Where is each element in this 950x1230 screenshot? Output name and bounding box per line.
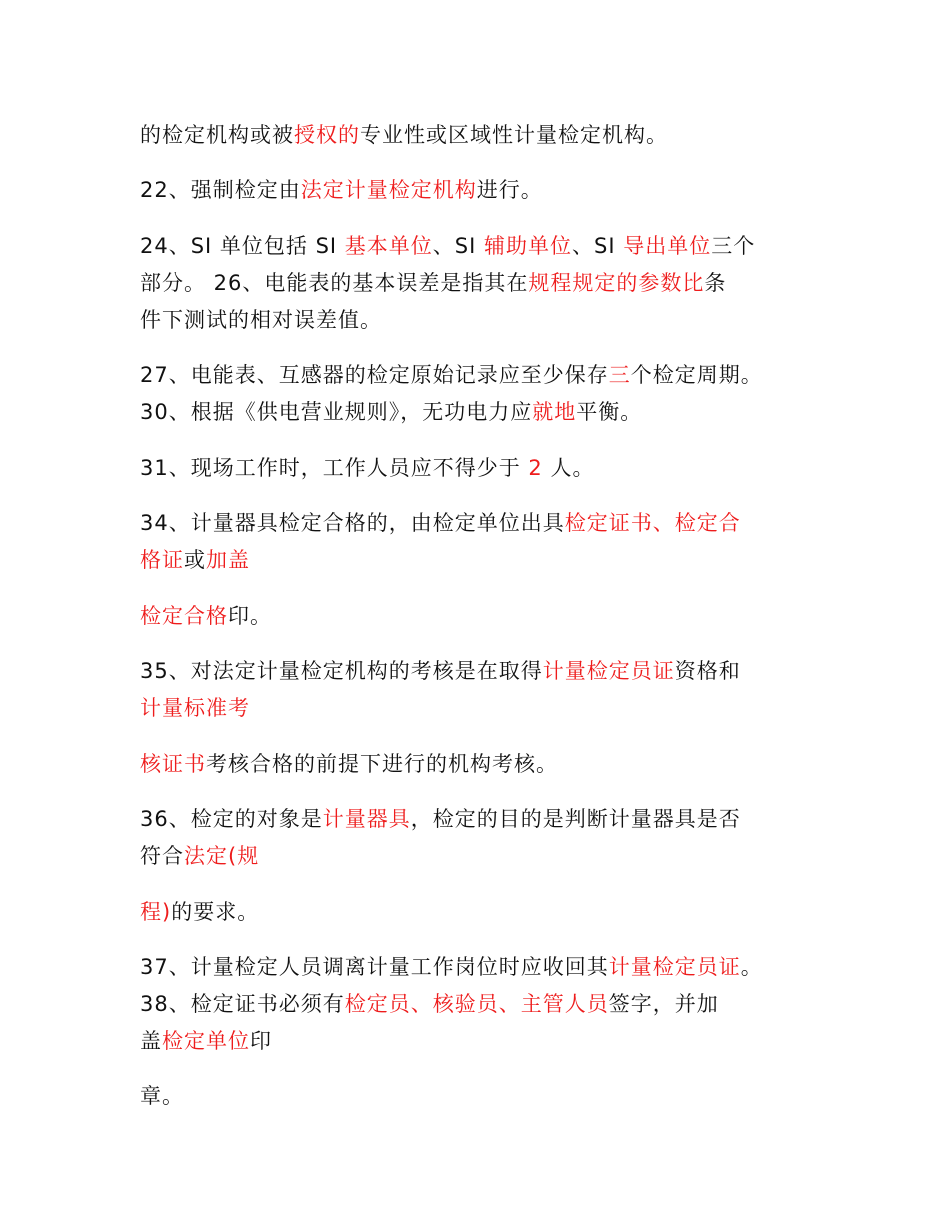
text-run: ，检定的目的是判断计量器具是否 (410, 807, 741, 831)
text-run: 。 (740, 955, 763, 979)
highlight-text: 计量检定员证 (542, 659, 675, 683)
text-line-18 (140, 954, 763, 980)
text-line-08 (140, 455, 594, 481)
highlight-text: 规程规定的参数比 (528, 271, 705, 295)
text-line-13 (140, 695, 250, 721)
text-run: 31、现场工作时，工作人员应不得少于 (140, 456, 529, 480)
text-run: 章。 (140, 1084, 184, 1108)
text-line-06 (140, 362, 763, 388)
text-run: 部分。 26、电能表的基本误差是指其在 (140, 271, 529, 295)
text-run: 三个 (711, 234, 756, 258)
highlight-text: 导出单位 (623, 234, 712, 258)
text-line-15 (140, 806, 741, 832)
text-run: 或 (184, 548, 206, 572)
text-line-10 (140, 547, 250, 573)
highlight-text: 2 (528, 456, 543, 480)
text-run: 22、强制检定由 (140, 178, 301, 202)
highlight-text: 计量器具 (322, 807, 411, 831)
text-run: 的检定机构或被 (140, 123, 294, 147)
highlight-text: 基本单位 (344, 234, 433, 258)
highlight-text: 计量检定员证 (608, 955, 741, 979)
text-line-11 (140, 603, 272, 629)
text-line-12 (140, 658, 741, 684)
text-line-21 (140, 1083, 184, 1109)
text-run: 37、计量检定人员调离计量工作岗位时应收回其 (140, 955, 609, 979)
highlight-text: 格证 (140, 548, 184, 572)
text-line-05 (140, 307, 382, 333)
highlight-text: 检定合格 (140, 604, 228, 628)
text-run: 平衡。 (576, 400, 643, 424)
text-line-03 (140, 233, 755, 259)
highlight-text: 检定单位 (162, 1029, 250, 1053)
text-line-16 (140, 843, 259, 869)
highlight-text: 核证书 (140, 752, 206, 776)
text-line-09 (140, 510, 741, 536)
text-run: 个检定周期。 (630, 363, 763, 387)
highlight-text: 三 (608, 363, 631, 387)
highlight-text: 检定员、核验员、主管人员 (344, 992, 609, 1016)
text-run: 件下测试的相对误差值。 (140, 308, 382, 332)
text-line-14 (140, 751, 558, 777)
text-run: 34、计量器具检定合格的，由检定单位出具 (140, 511, 565, 535)
text-run: 、SI (572, 234, 624, 258)
highlight-text: 法定(规 (184, 844, 260, 868)
text-run: 35、对法定计量检定机构的考核是在取得 (140, 659, 543, 683)
text-run: 的要求。 (171, 900, 260, 924)
highlight-text: 加盖 (206, 548, 250, 572)
text-line-07 (140, 399, 642, 425)
highlight-text: 检定证书、检定合 (564, 511, 741, 535)
highlight-text: 法定计量检定机构 (300, 178, 477, 202)
text-run: 签字，并加 (608, 992, 719, 1016)
text-run: 30、根据《供电营业规则》，无功电力应 (140, 400, 533, 424)
text-run: 印。 (228, 604, 272, 628)
text-run: 考核合格的前提下进行的机构考核。 (206, 752, 558, 776)
highlight-text: 计量标准考 (140, 696, 250, 720)
text-line-20 (140, 1028, 272, 1054)
text-run: 印 (250, 1029, 272, 1053)
text-line-17 (140, 899, 259, 925)
text-run: 36、检定的对象是 (140, 807, 323, 831)
text-line-01 (140, 122, 668, 148)
text-line-02 (140, 177, 543, 203)
text-run: 38、检定证书必须有 (140, 992, 345, 1016)
highlight-text: 就地 (532, 400, 577, 424)
text-line-19 (140, 991, 719, 1017)
text-run: 进行。 (476, 178, 543, 202)
text-run: 资格和 (674, 659, 741, 683)
text-run: 盖 (140, 1029, 162, 1053)
text-run: 符合 (140, 844, 184, 868)
text-run: 、SI (432, 234, 484, 258)
text-run: 27、电能表、互感器的检定原始记录应至少保存 (140, 363, 609, 387)
text-run: 专业性或区域性计量检定机构。 (360, 123, 668, 147)
text-run: 条 (704, 271, 727, 295)
highlight-text: 辅助单位 (484, 234, 572, 258)
text-run: 24、SI 单位包括 SI (140, 234, 345, 258)
text-run: 人。 (542, 456, 595, 480)
text-line-04 (140, 270, 726, 296)
highlight-text: 授权的 (294, 123, 360, 147)
highlight-text: 程) (140, 900, 172, 924)
